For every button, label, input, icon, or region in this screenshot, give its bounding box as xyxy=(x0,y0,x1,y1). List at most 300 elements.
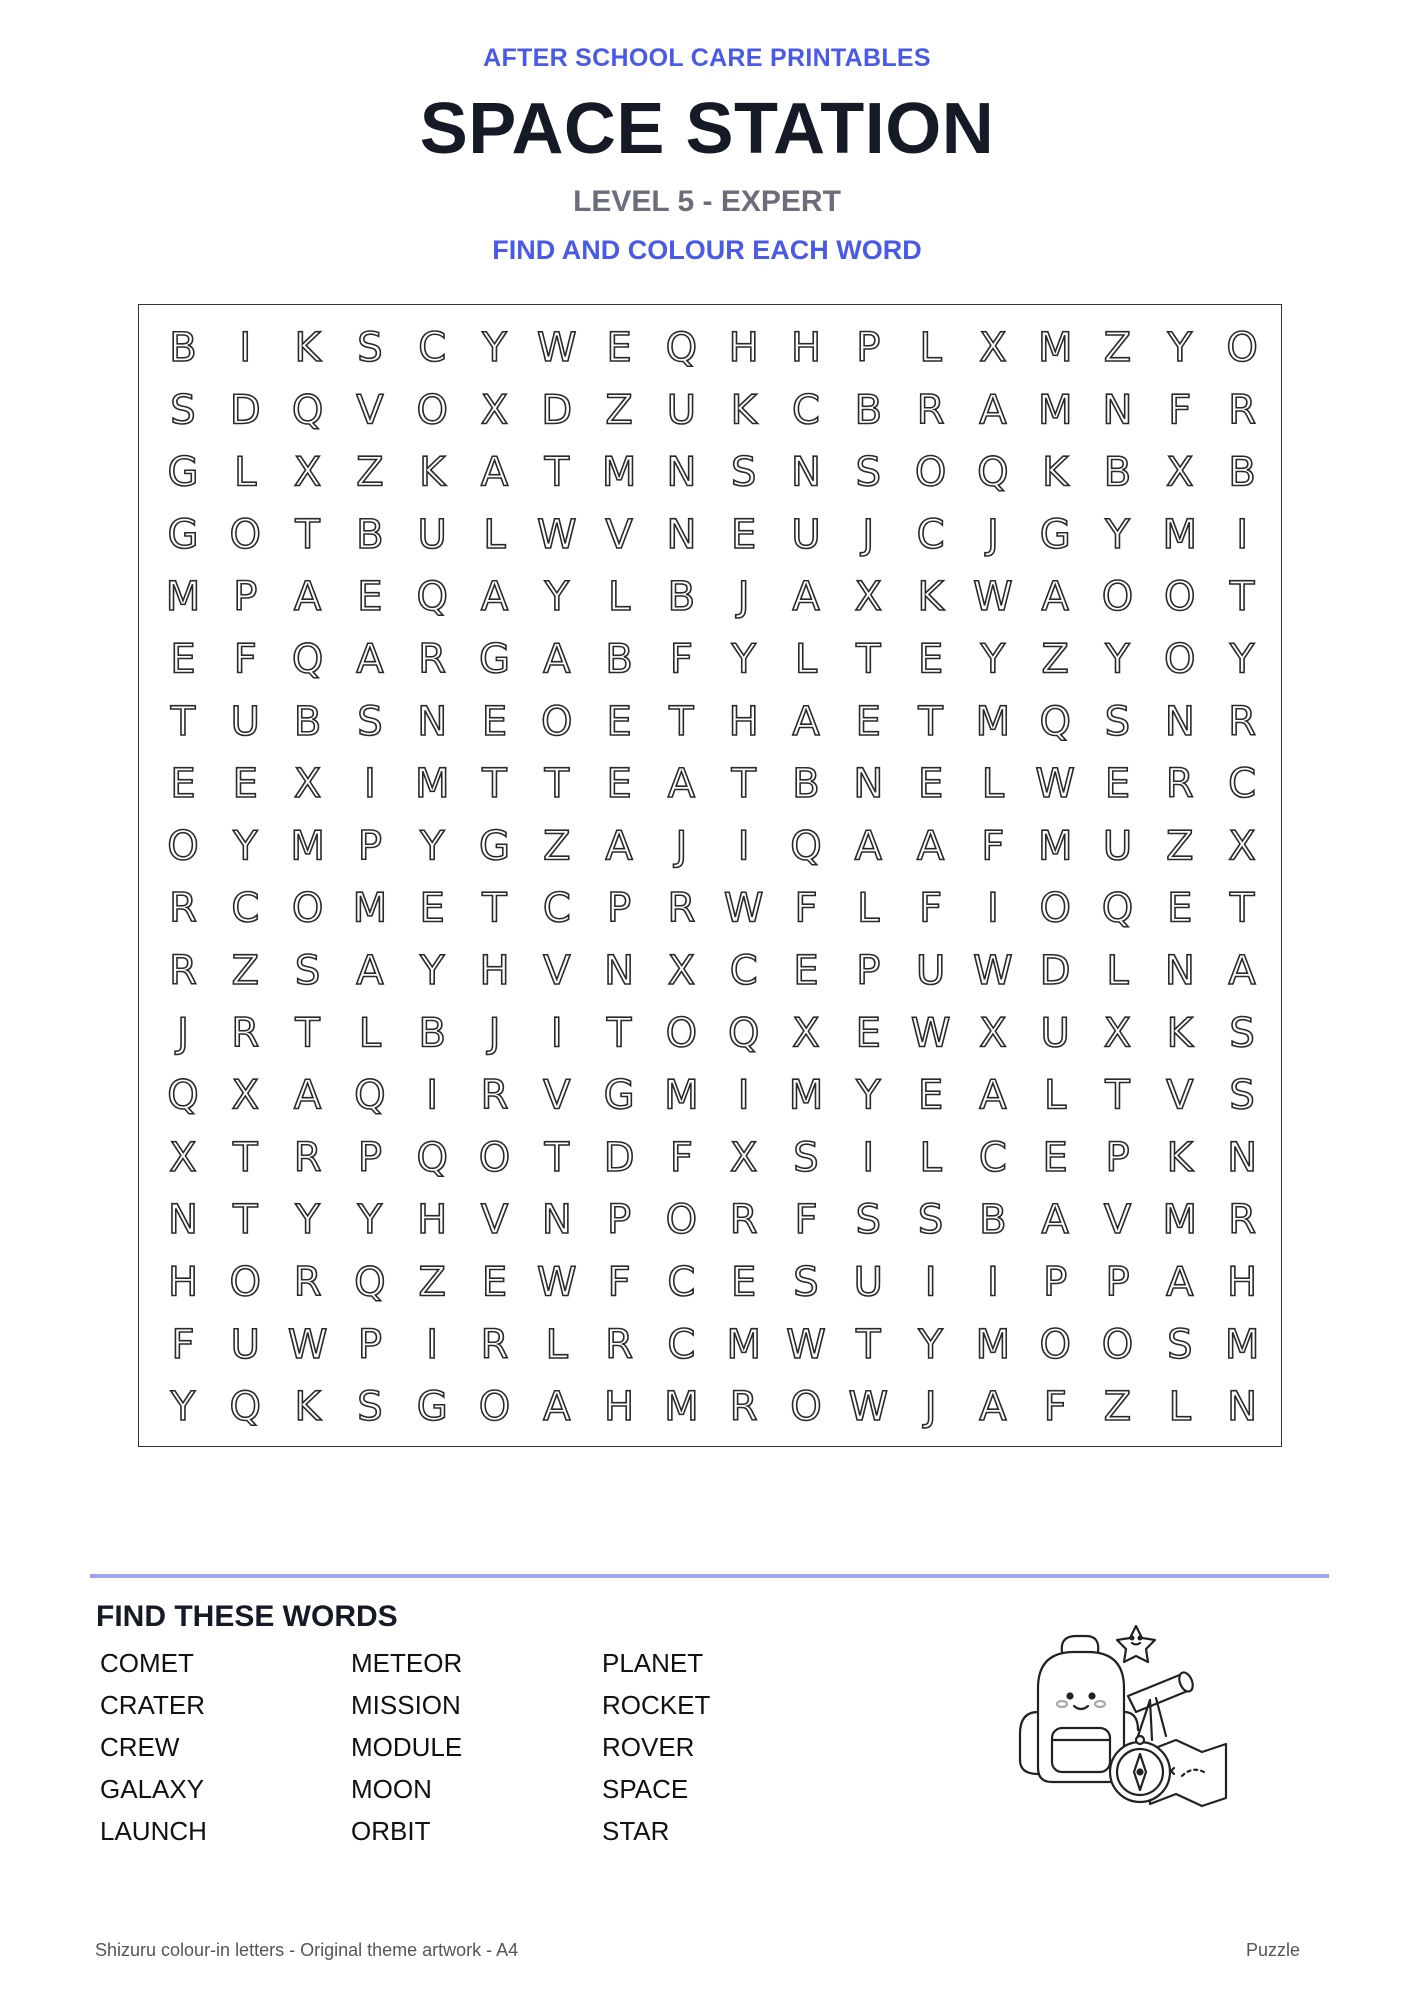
grid-letter: X xyxy=(854,574,883,621)
word-item: ORBIT xyxy=(351,1816,431,1846)
grid-letter: J xyxy=(488,1010,501,1057)
grid-letter: X xyxy=(979,1010,1007,1057)
grid-letter: Z xyxy=(1103,1384,1132,1431)
grid-letter: O xyxy=(478,1134,511,1181)
grid-letter: R xyxy=(1165,761,1194,808)
grid-letter: P xyxy=(856,325,881,371)
grid-letter: M xyxy=(664,1384,699,1431)
grid-letter: B xyxy=(356,511,384,558)
grid-letter: A xyxy=(1228,948,1256,994)
grid-letter: E xyxy=(357,574,383,621)
grid-letter: G xyxy=(1039,511,1071,558)
grid-letter: M xyxy=(664,1072,699,1119)
grid-letter: F xyxy=(1168,387,1192,434)
grid-letter: Y xyxy=(1229,636,1255,683)
grid-letter: P xyxy=(1105,1134,1130,1181)
grid-letter: C xyxy=(542,885,571,932)
grid-letter: Z xyxy=(543,823,571,870)
grid-letter: A xyxy=(1041,1197,1069,1244)
grid-letter: U xyxy=(230,698,260,745)
grid-letter: M xyxy=(1162,1197,1198,1244)
grid-letter: C xyxy=(978,1134,1007,1181)
grid-letter: Z xyxy=(418,1259,446,1306)
grid-letter: N xyxy=(1227,1134,1258,1181)
grid-letter: O xyxy=(167,823,199,870)
grid-letter: P xyxy=(357,1321,382,1368)
footer-credit: Shizuru colour-in letters - Original theme artwork - A4 xyxy=(95,1940,519,1960)
grid-letter: E xyxy=(731,1259,757,1306)
grid-letter: X xyxy=(1103,1010,1132,1057)
grid-letter: A xyxy=(293,1072,322,1119)
grid-letter: B xyxy=(667,574,696,621)
grid-letter: G xyxy=(167,449,199,496)
word-item: PLANET xyxy=(602,1648,704,1678)
word-item: GALAXY xyxy=(100,1774,205,1804)
grid-letter: N xyxy=(666,511,697,558)
grid-letter: E xyxy=(170,761,196,808)
grid-letter: E xyxy=(1167,885,1193,932)
word-list-heading: FIND THESE WORDS xyxy=(96,1600,398,1633)
grid-letter: S xyxy=(1104,698,1131,745)
grid-letter: A xyxy=(916,823,945,870)
grid-letter: R xyxy=(293,1134,322,1181)
grid-letter: Z xyxy=(1166,823,1194,870)
grid-letter: I xyxy=(737,1072,750,1119)
grid-letter: S xyxy=(1229,1072,1255,1119)
grid-letter: A xyxy=(543,1384,571,1431)
grid-letter: I xyxy=(426,1321,439,1368)
grid-letter: F xyxy=(669,1134,693,1181)
grid-letter: O xyxy=(229,1259,262,1306)
word-item: SPACE xyxy=(602,1774,689,1804)
grid-letter: M xyxy=(788,1072,824,1119)
grid-letter: E xyxy=(1104,761,1131,808)
grid-letter: B xyxy=(169,325,197,371)
grid-letter: E xyxy=(1042,1134,1068,1181)
grid-letter: S xyxy=(357,325,383,371)
grid-letter: U xyxy=(853,1259,883,1306)
grid-letter: L xyxy=(234,449,257,496)
grid-letter: Y xyxy=(731,636,756,683)
grid-letter: M xyxy=(1224,1321,1260,1368)
grid-letter: S xyxy=(731,449,757,496)
grid-letter: Y xyxy=(482,325,507,371)
grid-letter: P xyxy=(1105,1259,1130,1306)
grid-letter: O xyxy=(1226,325,1258,371)
grid-letter: A xyxy=(1041,574,1069,621)
grid-letter: W xyxy=(537,325,577,371)
grid-letter: U xyxy=(1102,823,1133,870)
grid-letter: U xyxy=(417,511,447,558)
grid-letter: C xyxy=(231,885,260,932)
grid-letter: S xyxy=(793,1134,819,1181)
grid-letter: T xyxy=(233,1134,258,1181)
grid-letter: O xyxy=(665,1197,698,1244)
grid-letter: Q xyxy=(1101,885,1134,932)
grid-letter: A xyxy=(979,1384,1007,1431)
grid-letter: A xyxy=(293,574,322,621)
grid-letter: X xyxy=(231,1072,260,1119)
grid-letter: Y xyxy=(856,1072,881,1119)
grid-letter: Q xyxy=(1039,698,1071,745)
grid-letter: H xyxy=(417,1197,448,1244)
grid-letter: P xyxy=(357,1134,382,1181)
grid-letter: A xyxy=(356,948,384,994)
grid-letter: M xyxy=(1037,387,1073,434)
page-title: SPACE STATION xyxy=(419,89,995,169)
grid-letter: T xyxy=(606,1010,632,1057)
grid-letter: P xyxy=(233,574,258,621)
grid-letter: H xyxy=(479,948,510,994)
grid-letter: Q xyxy=(665,325,698,371)
grid-letter: E xyxy=(793,948,819,994)
grid-letter: H xyxy=(790,325,822,371)
word-item: MOON xyxy=(351,1774,432,1804)
grid-letter: N xyxy=(791,449,821,496)
grid-letter: L xyxy=(607,574,631,621)
grid-letter: T xyxy=(731,761,756,808)
grid-letter: L xyxy=(358,1010,382,1057)
grid-letter: L xyxy=(919,1134,942,1181)
grid-letter: B xyxy=(605,636,633,683)
grid-letter: I xyxy=(987,885,999,932)
grid-letter: R xyxy=(729,1384,758,1431)
word-item: ROCKET xyxy=(602,1690,711,1720)
word-item: STAR xyxy=(602,1816,670,1846)
word-item: ROVER xyxy=(602,1732,695,1762)
grid-letter: Y xyxy=(295,1197,320,1244)
grid-letter: L xyxy=(483,511,506,558)
grid-letter: Y xyxy=(1105,511,1130,558)
grid-letter: T xyxy=(544,761,570,808)
grid-letter: Y xyxy=(419,948,445,994)
grid-letter: Q xyxy=(977,449,1009,496)
grid-letter: S xyxy=(1229,1010,1255,1057)
grid-letter: O xyxy=(1039,885,1071,932)
grid-letter: N xyxy=(1164,948,1195,994)
grid-letter: I xyxy=(737,823,750,870)
grid-letter: A xyxy=(792,698,820,745)
grid-letter: K xyxy=(1166,1134,1193,1181)
grid-letter: B xyxy=(792,761,820,808)
grid-letter: W xyxy=(537,511,577,558)
grid-letter: I xyxy=(862,1134,875,1181)
grid-letter: X xyxy=(979,325,1007,371)
grid-letter: L xyxy=(1106,948,1129,994)
grid-letter: O xyxy=(1101,1321,1134,1368)
grid-letter: I xyxy=(426,1072,439,1119)
grid-letter: G xyxy=(603,1072,635,1119)
grid-letter: M xyxy=(165,574,201,621)
word-item: COMET xyxy=(100,1648,194,1678)
grid-letter: E xyxy=(170,636,196,683)
grid-letter: O xyxy=(478,1384,511,1431)
grid-letter: F xyxy=(794,1197,818,1244)
grid-letter: X xyxy=(169,1134,197,1181)
grid-letter: I xyxy=(364,761,376,808)
grid-letter: T xyxy=(233,1197,258,1244)
grid-letter: A xyxy=(480,449,509,496)
grid-letter: Y xyxy=(918,1321,943,1368)
grid-letter: O xyxy=(1101,574,1134,621)
grid-letter: M xyxy=(352,885,388,932)
grid-letter: L xyxy=(919,325,942,371)
grid-letter: P xyxy=(1043,1259,1068,1306)
grid-letter: P xyxy=(607,1197,632,1244)
grid-letter: S xyxy=(1167,1321,1193,1368)
grid-letter: H xyxy=(604,1384,635,1431)
grid-letter: S xyxy=(855,449,881,496)
grid-letter: O xyxy=(1164,574,1196,621)
grid-letter: T xyxy=(544,449,570,496)
grid-letter: M xyxy=(726,1321,761,1368)
grid-letter: N xyxy=(541,1197,572,1244)
grid-letter: V xyxy=(1166,1072,1194,1119)
grid-letter: E xyxy=(232,761,258,808)
grid-letter: L xyxy=(981,761,1005,808)
grid-letter: G xyxy=(479,636,510,683)
grid-letter: R xyxy=(916,387,945,434)
grid-letter: U xyxy=(666,387,697,434)
grid-letter: U xyxy=(230,1321,260,1368)
grid-letter: E xyxy=(481,1259,508,1306)
grid-letter: X xyxy=(1228,823,1256,870)
grid-letter: L xyxy=(545,1321,568,1368)
grid-letter: G xyxy=(416,1384,448,1431)
grid-letter: K xyxy=(730,387,757,434)
grid-letter: F xyxy=(233,636,257,683)
grid-letter: U xyxy=(1040,1010,1070,1057)
grid-letter: K xyxy=(419,449,446,496)
grid-letter: D xyxy=(229,387,261,434)
grid-letter: A xyxy=(979,1072,1007,1119)
grid-letter: O xyxy=(665,1010,698,1057)
grid-letter: E xyxy=(917,761,944,808)
grid-letter: Y xyxy=(1167,325,1193,371)
grid-letter: V xyxy=(480,1197,509,1244)
grid-letter: E xyxy=(606,761,632,808)
grid-letter: M xyxy=(975,698,1011,745)
grid-letter: X xyxy=(792,1010,820,1057)
grid-letter: T xyxy=(918,698,943,745)
grid-letter: R xyxy=(1228,387,1256,434)
grid-letter: A xyxy=(854,823,882,870)
grid-letter: F xyxy=(1043,1384,1067,1431)
grid-letter: Y xyxy=(1105,636,1130,683)
grid-letter: Y xyxy=(170,1384,196,1431)
grid-letter: Q xyxy=(354,1072,386,1119)
grid-letter: S xyxy=(357,698,383,745)
grid-letter: O xyxy=(291,885,324,932)
grid-letter: Y xyxy=(544,574,570,621)
grid-letter: E xyxy=(917,636,944,683)
grid-letter: O xyxy=(229,511,262,558)
grid-letter: Q xyxy=(790,823,822,870)
grid-letter: H xyxy=(728,698,759,745)
grid-letter: S xyxy=(357,1384,383,1431)
grid-letter: S xyxy=(294,948,321,994)
grid-letter: I xyxy=(987,1259,999,1306)
grid-letter: C xyxy=(667,1259,696,1306)
grid-letter: T xyxy=(482,885,507,932)
grid-letter: P xyxy=(856,948,881,994)
grid-letter: G xyxy=(479,823,510,870)
grid-letter: O xyxy=(416,387,448,434)
grid-letter: A xyxy=(1166,1259,1194,1306)
section-divider xyxy=(90,1574,1329,1578)
grid-letter: R xyxy=(480,1072,509,1119)
grid-letter: M xyxy=(1037,325,1073,371)
grid-letter: B xyxy=(293,698,322,745)
grid-letter: I xyxy=(924,1259,937,1306)
grid-letter: W xyxy=(1035,761,1075,808)
grid-letter: N xyxy=(853,761,884,808)
grid-letter: M xyxy=(601,449,637,496)
grid-letter: V xyxy=(1103,1197,1132,1244)
grid-letter: T xyxy=(544,1134,570,1181)
grid-letter: I xyxy=(239,325,252,371)
word-item: MODULE xyxy=(351,1732,463,1762)
footer-label: Puzzle xyxy=(1245,1940,1300,1960)
grid-letter: U xyxy=(915,948,946,994)
grid-letter: R xyxy=(667,885,696,932)
grid-letter: F xyxy=(919,885,943,932)
grid-letter: T xyxy=(1105,1072,1130,1119)
grid-letter: P xyxy=(607,885,632,932)
grid-letter: W xyxy=(910,1010,951,1057)
grid-letter: A xyxy=(605,823,633,870)
grid-letter: T xyxy=(669,698,694,745)
grid-letter: W xyxy=(973,574,1013,621)
grid-letter: J xyxy=(924,1384,937,1431)
grid-letter: T xyxy=(482,761,507,808)
grid-letter: V xyxy=(356,387,384,434)
grid-letter: R xyxy=(418,636,447,683)
grid-letter: W xyxy=(848,1384,889,1431)
grid-letter: K xyxy=(917,574,944,621)
grid-letter: N xyxy=(666,449,697,496)
grid-letter: O xyxy=(1164,636,1196,683)
grid-letter: A xyxy=(667,761,696,808)
grid-letter: C xyxy=(418,325,447,371)
brand-heading: AFTER SCHOOL CARE PRINTABLES xyxy=(483,44,931,72)
grid-letter: Q xyxy=(229,1384,262,1431)
grid-letter: R xyxy=(293,1259,322,1306)
word-item: CREW xyxy=(100,1732,180,1762)
grid-letter: M xyxy=(414,761,450,808)
grid-letter: O xyxy=(790,1384,822,1431)
grid-letter: R xyxy=(169,885,197,932)
grid-letter: N xyxy=(168,1197,198,1244)
grid-letter: I xyxy=(550,1010,563,1057)
grid-letter: R xyxy=(1228,1197,1256,1244)
grid-letter: E xyxy=(731,511,757,558)
grid-letter: L xyxy=(1168,1384,1191,1431)
grid-letter: O xyxy=(914,449,947,496)
grid-letter: B xyxy=(979,1197,1007,1244)
grid-letter: C xyxy=(916,511,945,558)
grid-letter: C xyxy=(792,387,820,434)
grid-letter: F xyxy=(607,1259,631,1306)
grid-letter: B xyxy=(1103,449,1132,496)
grid-letter: R xyxy=(729,1197,758,1244)
grid-letter: N xyxy=(1102,387,1133,434)
grid-letter: T xyxy=(1229,885,1255,932)
grid-letter: J xyxy=(987,511,999,558)
grid-letter: Q xyxy=(167,1072,199,1119)
grid-letter: F xyxy=(794,885,818,932)
grid-letter: E xyxy=(855,1010,881,1057)
grid-letter: O xyxy=(541,698,573,745)
backpack-telescope-compass-map-illustration xyxy=(1000,1600,1240,1820)
grid-letter: J xyxy=(862,511,875,558)
grid-letter: Z xyxy=(605,387,633,434)
grid-letter: M xyxy=(975,1321,1011,1368)
grid-letter: V xyxy=(543,1072,571,1119)
grid-letter: Y xyxy=(357,1197,383,1244)
grid-letter: H xyxy=(167,1259,199,1306)
grid-letter: C xyxy=(729,948,758,994)
instruction-text: FIND AND COLOUR EACH WORD xyxy=(492,235,922,265)
grid-letter: A xyxy=(792,574,820,621)
grid-letter: F xyxy=(981,823,1005,870)
grid-letter: X xyxy=(293,449,322,496)
grid-letter: W xyxy=(537,1259,577,1306)
grid-letter: S xyxy=(170,387,196,434)
grid-letter: S xyxy=(793,1259,819,1306)
word-item: LAUNCH xyxy=(100,1816,207,1846)
letter-grid-canvas xyxy=(139,305,1283,1448)
grid-letter: A xyxy=(979,387,1007,434)
grid-letter: D xyxy=(1039,948,1071,994)
grid-letter: I xyxy=(1236,511,1248,558)
word-item: MISSION xyxy=(351,1690,461,1720)
grid-letter: G xyxy=(167,511,199,558)
grid-letter: Z xyxy=(356,449,384,496)
grid-letter: Y xyxy=(233,823,258,870)
grid-letter: E xyxy=(606,325,632,371)
grid-letter: M xyxy=(1037,823,1073,870)
grid-letter: X xyxy=(1166,449,1194,496)
grid-letter: C xyxy=(667,1321,696,1368)
grid-letter: O xyxy=(1039,1321,1071,1368)
word-item: METEOR xyxy=(351,1648,463,1678)
grid-letter: E xyxy=(606,698,632,745)
grid-letter: E xyxy=(917,1072,944,1119)
grid-letter: C xyxy=(1228,761,1257,808)
grid-letter: K xyxy=(1166,1010,1193,1057)
grid-letter: W xyxy=(287,1321,328,1368)
word-item: CRATER xyxy=(100,1690,205,1720)
grid-letter: E xyxy=(419,885,445,932)
grid-letter: B xyxy=(1228,449,1256,496)
grid-letter: H xyxy=(1227,1259,1258,1306)
grid-letter: W xyxy=(973,948,1013,994)
grid-letter: W xyxy=(786,1321,826,1368)
grid-letter: Q xyxy=(416,1134,448,1181)
grid-letter: D xyxy=(541,387,573,434)
grid-letter: R xyxy=(605,1321,633,1368)
grid-letter: J xyxy=(177,1010,189,1057)
grid-letter: B xyxy=(418,1010,446,1057)
grid-letter: M xyxy=(290,823,325,870)
grid-letter: Q xyxy=(416,574,448,621)
grid-letter: T xyxy=(295,511,320,558)
grid-letter: Q xyxy=(291,636,324,683)
grid-letter: U xyxy=(791,511,821,558)
grid-letter: V xyxy=(605,511,633,558)
grid-letter: R xyxy=(169,948,197,994)
